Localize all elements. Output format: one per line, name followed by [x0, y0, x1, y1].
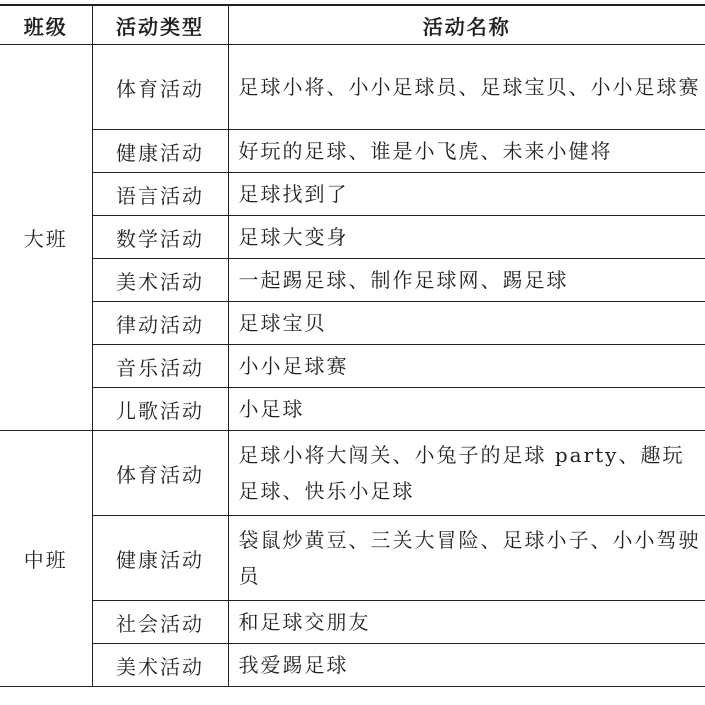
- activity-name-cell: 好玩的足球、谁是小飞虎、未来小健将: [228, 130, 705, 173]
- activity-type-cell: 体育活动: [92, 431, 228, 516]
- header-class: 班级: [0, 5, 92, 45]
- class-cell-senior: 大班: [0, 45, 92, 431]
- activity-name-cell: 足球小将、小小足球员、足球宝贝、小小足球赛: [228, 45, 705, 130]
- activity-name-cell: 小小足球赛: [228, 345, 705, 388]
- activity-type-cell: 律动活动: [92, 302, 228, 345]
- table-row: [0, 259, 705, 302]
- activity-name-cell: 和足球交朋友: [228, 601, 705, 644]
- class-cell-middle: 中班: [0, 431, 92, 687]
- table-row: [0, 130, 705, 173]
- group-middle-class: [0, 431, 705, 687]
- activity-name-cell: 一起踢足球、制作足球网、踢足球: [228, 259, 705, 302]
- table-row: [0, 601, 705, 644]
- table-row: [0, 431, 705, 516]
- header-activity-type: 活动类型: [92, 5, 228, 45]
- table-row: [0, 216, 705, 259]
- activity-name-cell: 小足球: [228, 388, 705, 431]
- table-row: [0, 516, 705, 601]
- activity-name-cell: 足球小将大闯关、小兔子的足球 party、趣玩足球、快乐小足球: [228, 431, 705, 516]
- activity-type-cell: 健康活动: [92, 130, 228, 173]
- activity-name-cell: 足球宝贝: [228, 302, 705, 345]
- group-senior-class: [0, 45, 705, 431]
- activity-type-cell: 语言活动: [92, 173, 228, 216]
- activity-type-cell: 健康活动: [92, 516, 228, 601]
- table-row: [0, 345, 705, 388]
- activity-name-cell: 袋鼠炒黄豆、三关大冒险、足球小子、小小驾驶员: [228, 516, 705, 601]
- table-row: [0, 302, 705, 345]
- activity-type-cell: 音乐活动: [92, 345, 228, 388]
- activity-name-cell: 足球找到了: [228, 173, 705, 216]
- activity-type-cell: 美术活动: [92, 644, 228, 687]
- activity-type-cell: 儿歌活动: [92, 388, 228, 431]
- table-row: [0, 173, 705, 216]
- header-row: [0, 5, 705, 45]
- activity-type-cell: 体育活动: [92, 45, 228, 130]
- header-activity-name: 活动名称: [228, 5, 705, 45]
- table-row: [0, 644, 705, 687]
- activity-table: [0, 4, 705, 687]
- activity-type-cell: 数学活动: [92, 216, 228, 259]
- activity-type-cell: 社会活动: [92, 601, 228, 644]
- activity-name-cell: 足球大变身: [228, 216, 705, 259]
- activity-type-cell: 美术活动: [92, 259, 228, 302]
- table-row: [0, 45, 705, 130]
- activity-name-cell: 我爱踢足球: [228, 644, 705, 687]
- table-row: [0, 388, 705, 431]
